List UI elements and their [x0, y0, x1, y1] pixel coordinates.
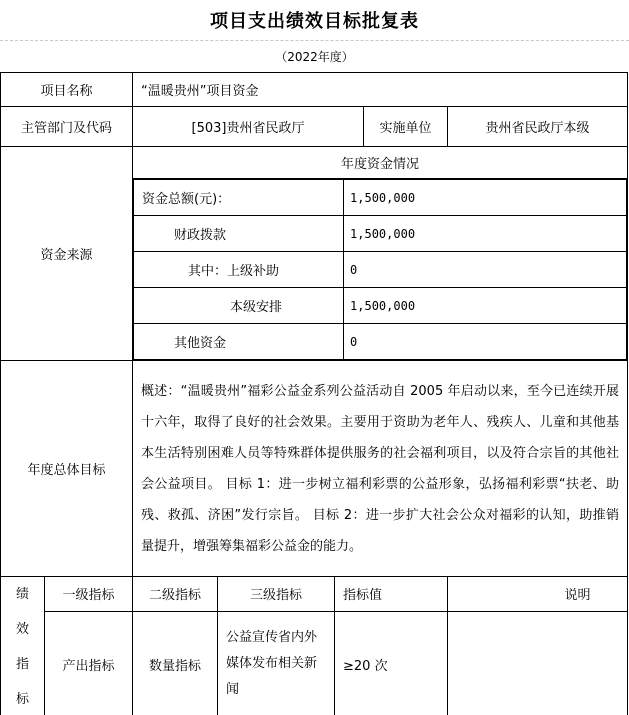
- fund-superior-label: 其中：上级补助: [134, 252, 344, 288]
- indicator-header-row: [1, 577, 628, 612]
- header-value: 指标值: [335, 577, 448, 612]
- fund-row: [134, 180, 627, 216]
- side-char: 指: [15, 657, 29, 672]
- header-note: 说明: [448, 577, 628, 612]
- header-level3: 三级指标: [218, 577, 335, 612]
- side-char: 效: [15, 622, 29, 637]
- side-char: 标: [15, 692, 29, 707]
- project-name-value: “温暖贵州”项目资金: [133, 73, 628, 107]
- fund-total-label: 资金总额(元)：: [134, 180, 344, 216]
- funds-section-label: 资金来源: [1, 147, 133, 361]
- fund-row: [134, 216, 627, 252]
- fund-row: [134, 252, 627, 288]
- goal-row: [1, 361, 628, 577]
- dept-label: 主管部门及代码: [1, 107, 133, 147]
- project-name-label: 项目名称: [1, 73, 133, 107]
- goal-text: 概述：“温暖贵州”福彩公益金系列公益活动自 2005 年启动以来，至今已连续开展十六年，取得了良好的社会效果。主要用于资助为老年人、残疾人、儿童和其他基本生活特别困难人员等特殊群体提供服务的社会福利项目，以及符合宗旨的其他社会公益项目。 目标 1：进一步树立福利彩票的公益形象，弘扬福利彩票“扶老、助残、救孤、济困”发行宗旨。 目标 2：进一步扩大社会公众对福彩的认知，助推销量提升，增强筹集福彩公益金的能力。: [133, 361, 628, 577]
- doc-year: （2022年度）: [275, 49, 354, 64]
- funds-header-row: [1, 147, 628, 179]
- indicator-value: ≥20 次: [335, 611, 448, 715]
- fund-row: [134, 288, 627, 324]
- header-level2: 二级指标: [133, 577, 218, 612]
- indicator-level2: 数量指标: [133, 611, 218, 715]
- unit-value: 贵州省民政厅本级: [448, 107, 628, 147]
- dept-value: [503]贵州省民政厅: [133, 107, 364, 147]
- goal-label: 年度总体目标: [1, 361, 133, 577]
- fund-other-label: 其他资金: [134, 324, 344, 360]
- fund-local-value: 1,500,000: [344, 288, 627, 324]
- funds-header: 年度资金情况: [133, 147, 628, 179]
- indicator-level3: 公益宣传省内外媒体发布相关新闻: [218, 611, 335, 715]
- form-table: [0, 72, 628, 715]
- project-name-row: [1, 73, 628, 107]
- fund-fiscal-value: 1,500,000: [344, 216, 627, 252]
- unit-label: 实施单位: [364, 107, 448, 147]
- indicator-row: [1, 611, 628, 715]
- doc-title: 项目支出绩效目标批复表: [210, 11, 419, 32]
- fund-superior-value: 0: [344, 252, 627, 288]
- fund-total-value: 1,500,000: [344, 180, 627, 216]
- header-level1: 一级指标: [45, 577, 133, 612]
- funds-detail-table: [133, 179, 627, 360]
- dept-row: [1, 107, 628, 147]
- fund-local-label: 本级安排: [134, 288, 344, 324]
- indicator-level1: 产出指标: [45, 611, 133, 715]
- fund-other-value: 0: [344, 324, 627, 360]
- indicator-side-label: [1, 577, 45, 715]
- fund-row: [134, 324, 627, 360]
- funds-detail-cell: [133, 179, 628, 361]
- side-char: 绩: [15, 587, 29, 602]
- indicator-note: [448, 611, 628, 715]
- fund-fiscal-label: 财政拨款: [134, 216, 344, 252]
